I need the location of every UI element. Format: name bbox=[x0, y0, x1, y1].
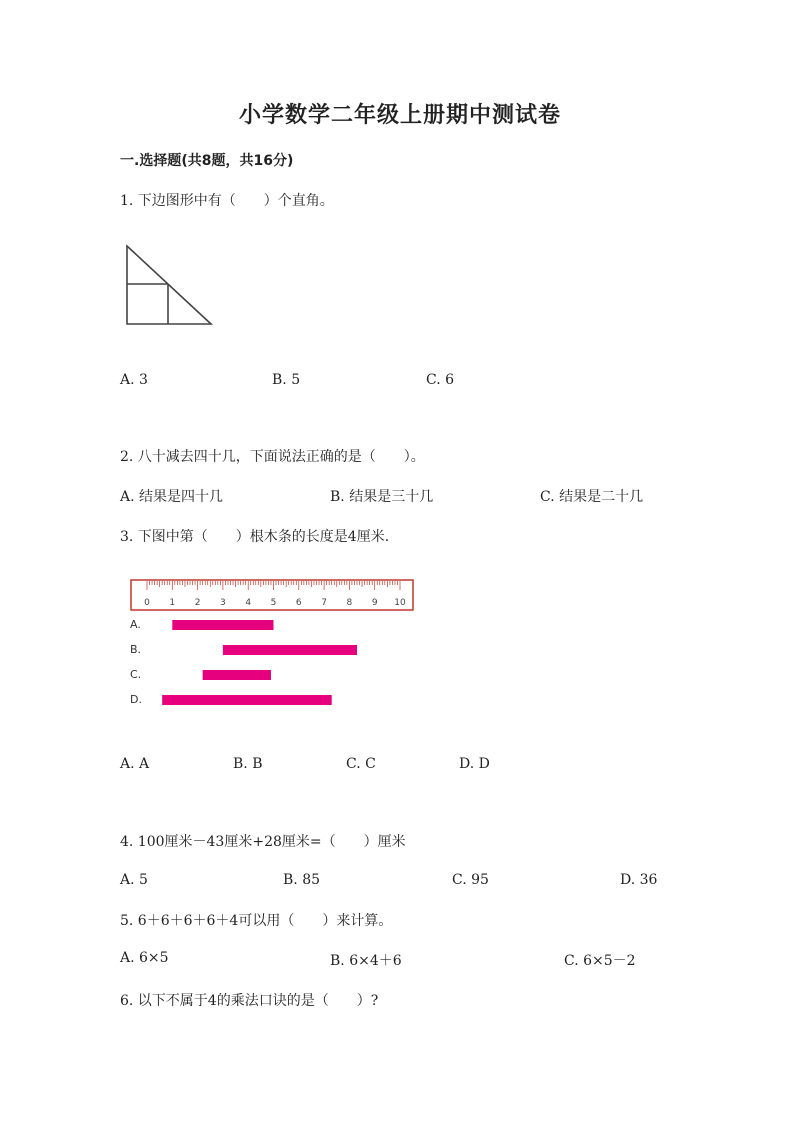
question-3: 3. 下图中第（ ）根木条的长度是4厘米. bbox=[120, 529, 390, 545]
q5-option-c: C. 6×5－2 bbox=[564, 953, 636, 969]
stick-bar bbox=[172, 620, 273, 630]
question-2: 2. 八十减去四十几，下面说法正确的是（ ）。 bbox=[120, 449, 425, 465]
ruler-tick-label: 0 bbox=[144, 598, 150, 608]
ruler-figure bbox=[120, 574, 420, 710]
q2-option-c: C. 结果是二十几 bbox=[540, 489, 644, 505]
ruler-tick-label: 3 bbox=[220, 598, 226, 608]
stick-bar bbox=[223, 645, 357, 655]
q1-option-c: C. 6 bbox=[426, 372, 455, 388]
ruler-tick-label: 9 bbox=[371, 598, 378, 608]
q3-option-b: B. B bbox=[233, 756, 263, 772]
ruler-tick-label: 5 bbox=[270, 598, 277, 608]
q1-option-a: A. 3 bbox=[120, 372, 148, 388]
q3-option-d: D. D bbox=[459, 756, 490, 772]
ruler-tick-label: 1 bbox=[169, 598, 176, 608]
q4-option-a: A. 5 bbox=[120, 872, 148, 888]
section-heading: 一.选择题(共8题，共16分) bbox=[120, 153, 294, 169]
stick-bar bbox=[203, 670, 271, 680]
q2-option-a: A. 结果是四十几 bbox=[120, 489, 224, 505]
q5-option-a: A. 6×5 bbox=[120, 950, 169, 966]
page-title: 小学数学二年级上册期中测试卷 bbox=[238, 103, 561, 128]
stick-label: B. bbox=[130, 643, 142, 656]
question-4: 4. 100厘米－43厘米+28厘米=（ ）厘米 bbox=[120, 834, 406, 850]
stick-label: C. bbox=[130, 668, 142, 681]
q1-option-b: B. 5 bbox=[272, 372, 301, 388]
triangle-figure bbox=[118, 240, 218, 330]
stick-label: A. bbox=[130, 618, 141, 631]
ruler-tick-label: 10 bbox=[394, 598, 406, 608]
ruler-tick-label: 6 bbox=[295, 598, 302, 608]
q4-option-d: D. 36 bbox=[620, 872, 658, 888]
ruler-tick-label: 8 bbox=[346, 598, 353, 608]
stick-label: D. bbox=[130, 693, 142, 706]
ruler-tick-label: 2 bbox=[194, 598, 201, 608]
q2-option-b: B. 结果是三十几 bbox=[330, 489, 434, 505]
q4-option-b: B. 85 bbox=[283, 872, 321, 888]
question-1: 1. 下边图形中有（ ）个直角。 bbox=[120, 193, 334, 209]
q5-option-b: B. 6×4＋6 bbox=[330, 953, 402, 969]
q4-option-c: C. 95 bbox=[452, 872, 489, 888]
question-6: 6. 以下不属于4的乘法口诀的是（ ）? bbox=[120, 993, 379, 1009]
ruler-tick-label: 7 bbox=[321, 598, 327, 608]
q3-option-c: C. C bbox=[346, 756, 376, 772]
ruler-tick-label: 4 bbox=[245, 598, 252, 608]
stick-bar bbox=[162, 695, 332, 705]
q3-option-a: A. A bbox=[120, 756, 150, 772]
question-5: 5. 6＋6＋6＋6＋4可以用（ ）来计算。 bbox=[120, 913, 393, 929]
